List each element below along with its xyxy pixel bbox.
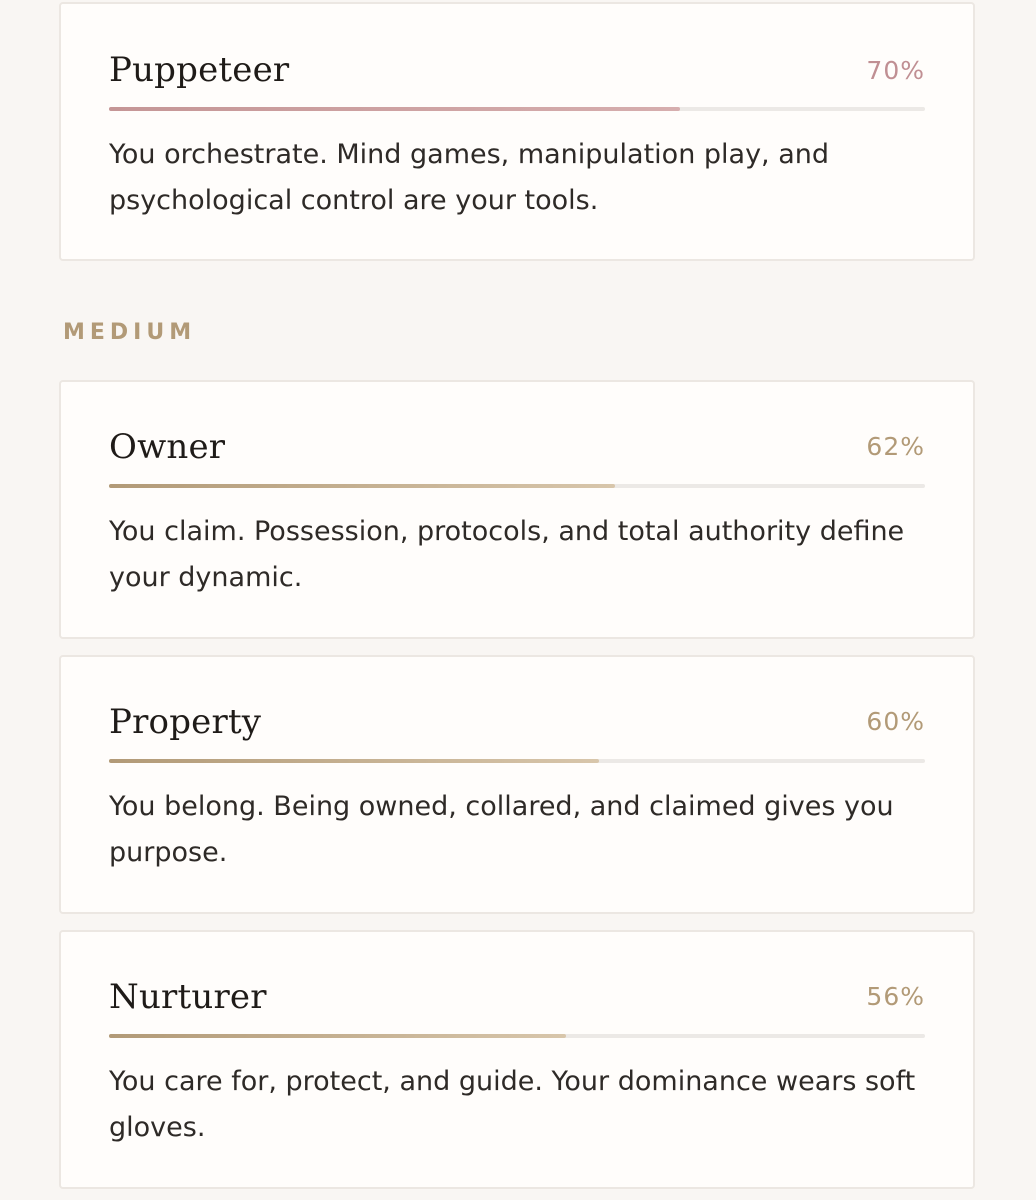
result-title: Puppeteer — [109, 50, 290, 90]
progress-track — [109, 759, 925, 763]
result-percent: 62% — [866, 432, 925, 461]
result-card-nurturer — [59, 930, 975, 1189]
progress-fill — [109, 759, 599, 763]
section-label-medium: MEDIUM — [63, 320, 197, 345]
progress-fill — [109, 1034, 566, 1038]
progress-track — [109, 1034, 925, 1038]
result-percent: 56% — [866, 982, 925, 1011]
progress-fill — [109, 484, 615, 488]
result-card-owner — [59, 380, 975, 639]
progress-track — [109, 107, 925, 111]
result-card-puppeteer — [59, 2, 975, 261]
result-percent: 60% — [866, 707, 925, 736]
progress-track — [109, 484, 925, 488]
result-description: You care for, protect, and guide. Your dominance wears soft gloves. — [109, 1066, 916, 1143]
result-title: Owner — [109, 427, 226, 467]
result-description: You orchestrate. Mind games, manipulation play, and psychological control are your tools. — [109, 139, 830, 216]
result-description: You claim. Possession, protocols, and total authority define your dynamic. — [109, 516, 905, 593]
result-title: Property — [109, 702, 262, 742]
result-card-property — [59, 655, 975, 914]
result-percent: 70% — [866, 56, 925, 85]
result-description: You belong. Being owned, collared, and claimed gives you purpose. — [109, 791, 894, 868]
progress-fill — [109, 107, 680, 111]
result-title: Nurturer — [109, 977, 267, 1017]
